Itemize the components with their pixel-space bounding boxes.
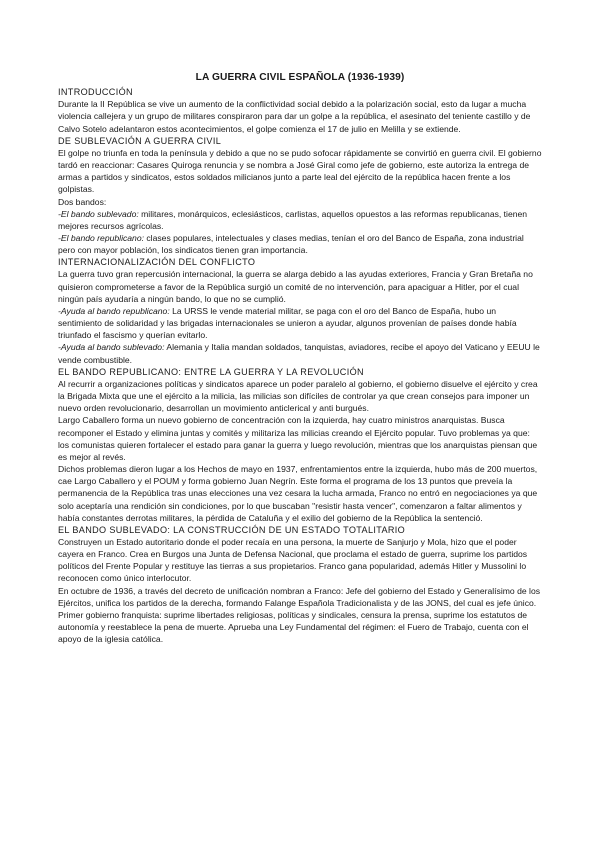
sublevacion-paragraph: El golpe no triunfa en toda la península y debido a que no se pudo sofocar rápidamente se convirtió en guerra civil. El gobierno tardó en reaccionar: Casares Quiroga renuncia y se nombra a José Giral como jefe de gobierno, este autoriza la entrega de armas a partidos y sindicatos, estos soldados milicianos junto a parte leal del ejército de la república hacen frente a los golpistas. bbox=[58, 147, 542, 195]
ayuda-sublevado-text: Alemania y Italia mandan soldados, tanquistas, aviadores, recibe el apoyo del Vaticano y EEUU le vende combustible. bbox=[58, 342, 540, 365]
internacional-paragraph: La guerra tuvo gran repercusión internacional, la guerra se alarga debido a las ayudas exteriores, Francia y Gran Bretaña no quisieron comprometerse a favor de la República surgió un comité de no intervención, para apaciguar a Hitler, por el cual ningún país ayudaría a ningún bando, lo que no se cumplió. bbox=[58, 269, 533, 304]
ayuda-sublevado-item bbox=[58, 341, 542, 365]
section-heading-bando-republicano: EL BANDO REPUBLICANO: ENTRE LA GUERRA Y LA REVOLUCIÓN bbox=[58, 366, 364, 377]
republicano-paragraph-3: Dichos problemas dieron lugar a los Hechos de mayo en 1937, enfrentamientos entre la izquierda, hubo más de 200 muertos, cae Largo Caballero y el POUM y forma gobierno Juan Negrín. Este forma el programa de los 13 puntos que preveía la permanencia de la República tras unas elecciones una vez cesara la lucha armada, Franco no entró en negociaciones ya que solo aceptaría una rendición sin condiciones, por lo que buscaban "resistir hasta vencer", comenzaron a faltar alimentos y había constantes derrotas militares, la pérdida de Cataluña y el exilio del gobierno de la República la sentenció. bbox=[58, 464, 538, 523]
section-heading-internacionalizacion: INTERNACIONALIZACIÓN DEL CONFLICTO bbox=[58, 257, 256, 268]
republicano-paragraph-1: Al recurrir a organizaciones políticas y sindicatos aparece un poder paralelo al gobierno, el gobierno disuelve el ejército y crea la Brigada Mixta que une el ejército a la milicia, las milicias son difíciles de controlar ya que crean consejos para imponer un nuevo orden revolucionario, desarrollan un movimiento anticlerical y anti burgués. bbox=[58, 378, 538, 414]
bando-republicano-text: clases populares, intelectuales y clases medias, tenían el oro del Banco de España, zona industrial pero con mayor población, los sindicatos tienen gran importancia. bbox=[58, 232, 524, 256]
section-heading-bando-sublevado: EL BANDO SUBLEVADO: LA CONSTRUCCIÓN DE UN ESTADO TOTALITARIO bbox=[58, 524, 406, 535]
ayuda-sublevado-lead: -Ayuda al bando sublevado: bbox=[58, 342, 165, 353]
bando-republicano-lead: -El bando republicano: bbox=[58, 232, 144, 243]
dos-bandos-line: Dos bandos: bbox=[58, 196, 107, 207]
sublevado-paragraph-1: Construyen un Estado autoritario donde el poder recaía en una persona, la muerte de Sanjurjo y Mola, hizo que el poder cayera en Franco. Crea en Burgos una Junta de Defensa Nacional, que proclama el estado de guerra, suprime los partidos políticos del Frente Popular y restituye las tierras a sus propietarios. Franco gana popularidad, además Hitler y Mussolini lo reconocen como único interlocutor. bbox=[58, 537, 528, 584]
sublevado-paragraph-2: En octubre de 1936, a través del decreto de unificación nombran a Franco: Jefe del gobierno del Estado y Generalísimo de los Ejércitos, unifica los partidos de la derecha, formando Falange Española Tradicionalista y de las JONS, del cual es jefe único. Primer gobierno franquista: suprime libertades religiosas, políticas y sindicales, censura la prensa, suprime los estatutos de autonomía y reestablece la pena de muerte. Aprueba una Ley Fundamental del régimen: el Fuero de Trabajo, cuenta con el apoyo de la iglesia católica. bbox=[58, 585, 541, 645]
section-heading-introduccion: INTRODUCCIÓN bbox=[58, 87, 133, 97]
republicano-paragraph-2: Largo Caballero forma un nuevo gobierno de concentración con la izquierda, hay cuatro ministros anarquistas. Busca recomponer el Estado y elimina juntas y comités y militariza las milicias creando el Ejército popular. Tuvo problemas ya que: los comunistas quieren fortalecer el estado para ganar la guerra y luego revolución, mientras que los anarquistas piensan que es mejor al revés. bbox=[58, 415, 538, 462]
bando-sublevado-text: militares, monárquicos, eclesiásticos, carlistas, aquellos opuestos a las reformas republicanas, tienen mejores recursos agrícolas. bbox=[58, 208, 528, 231]
bando-sublevado-item bbox=[58, 208, 542, 232]
document-title: LA GUERRA CIVIL ESPAÑOLA (1936-1939) bbox=[195, 72, 405, 83]
ayuda-republicano-lead: -Ayuda al bando republicano: bbox=[58, 305, 170, 316]
bando-sublevado-lead: -El bando sublevado: bbox=[58, 208, 139, 219]
intro-paragraph: Durante la II República se vive un aumento de la conflictividad social debido a la polarización social, esto da lugar a mucha violencia callejera y un grupo de militares conspiraron para dar un golpe a la república, el asesinato del teniente castillo y de Calvo Sotelo adelantaron estos acontecimientos, el golpe comienza el 17 de julio en Melilla y se extiende. bbox=[58, 99, 531, 134]
section-heading-sublevacion: DE SUBLEVACIÓN A GUERRA CIVIL bbox=[58, 135, 222, 146]
bando-republicano-item bbox=[58, 232, 542, 256]
ayuda-republicano-item bbox=[58, 305, 542, 341]
ayuda-republicano-text: La URSS le vende material militar, se paga con el oro del Banco de España, hubo un sentimiento de solidaridad y las brigadas internacionales se unieron a ayudar, algunos provenían de países donde había triunfado el fascismo y querían evitarlo. bbox=[58, 305, 517, 341]
